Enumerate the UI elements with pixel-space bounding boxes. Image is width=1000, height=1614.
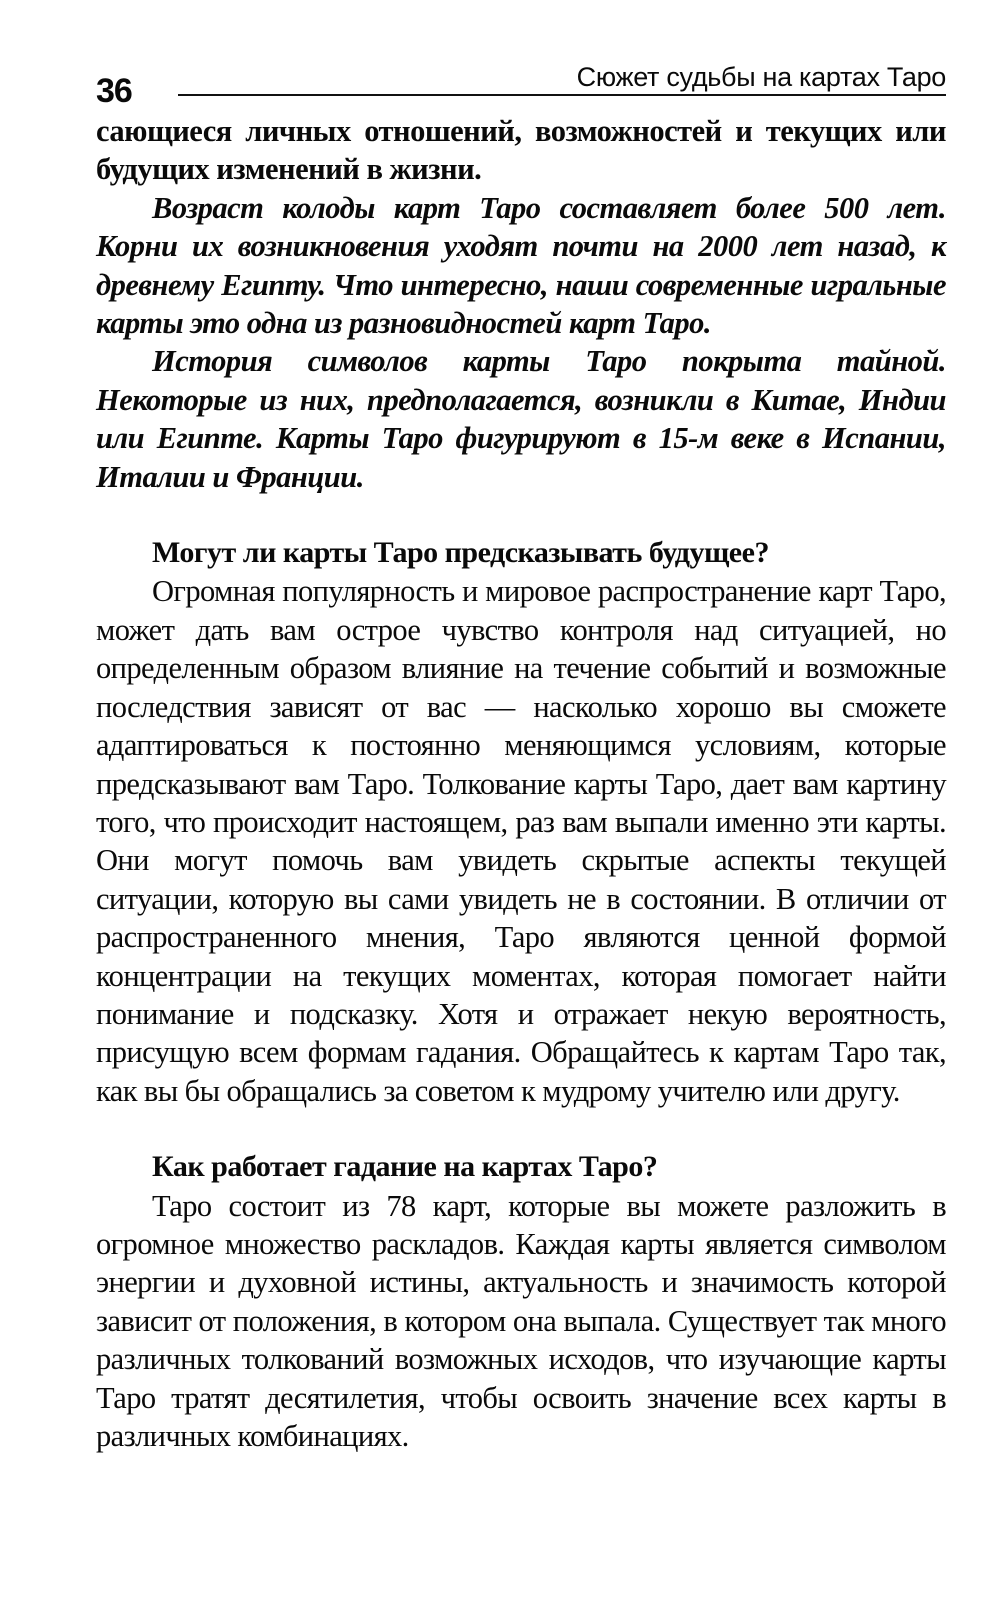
paragraph-how-it-works: Таро состоит из 78 карт, которые вы можете разложить в огромное множество раскладов. Каждая карты является символом энергии и духовной истины, актуальность и значимость которой зависит от положения, в котором она выпала. Существует так много различных толкований возможных исходов, что изучающие карты Таро тратят десятилетия, чтобы освоить значение всех карты в различных комбинациях. xyxy=(96,1188,946,1453)
section-heading-prediction: Могут ли карты Таро предсказывать будущее? xyxy=(152,536,769,570)
page-number: 36 xyxy=(96,72,132,110)
header-rule xyxy=(178,94,946,96)
paragraph-symbol-history: История символов карты Таро покрыта тайной. Некоторые из них, предполагается, возникли в Китае, Индии или Египте. Карты Таро фигурируют в 15-м веке в Испании, Италии и Франции. xyxy=(96,344,946,494)
page-header xyxy=(96,52,946,110)
body-text xyxy=(96,112,946,1455)
paragraph-prediction: Огромная популярность и мировое распространение карт Таро, может дать вам острое чувство контроля над ситуацией, но определенным образом влияние на течение событий и возможные последствия зависят от вас — насколько хорошо вы сможете адаптироваться к постоянно меняющимся условиям, которые предсказывают вам Таро. Толкование карты Таро, дает вам картину того, что происходит настоящем, раз вам выпали именно эти карты. Они могут помочь вам увидеть скрытые аспекты текущей ситуации, которую вы сами увидеть не в состоянии. В отличии от распространенного мнения, Таро являются ценной формой концентрации на текущих моментах, которая помогает найти понимание и подсказку. Хотя и отражает некую вероятность, присущую всем формам гадания. Обращайтесь к картам Таро так, как вы бы обращались за советом к мудрому учителю или другу. xyxy=(96,574,946,1108)
paragraph-deck-age: Возраст колоды карт Таро составляет более 500 лет. Корни их возникновения уходят почти на 2000 лет назад, к древнему Египту. Что интересно, наши современные игральные карты это одна из разновидностей карт Таро. xyxy=(96,190,946,341)
section-heading-how-it-works: Как работает гадание на картах Таро? xyxy=(152,1150,658,1184)
running-title: Сюжет судьбы на картах Таро xyxy=(576,62,946,92)
paragraph-continuation: сающиеся личных отношений, возможностей и текущих или будущих изменений в жизни. xyxy=(96,114,946,187)
